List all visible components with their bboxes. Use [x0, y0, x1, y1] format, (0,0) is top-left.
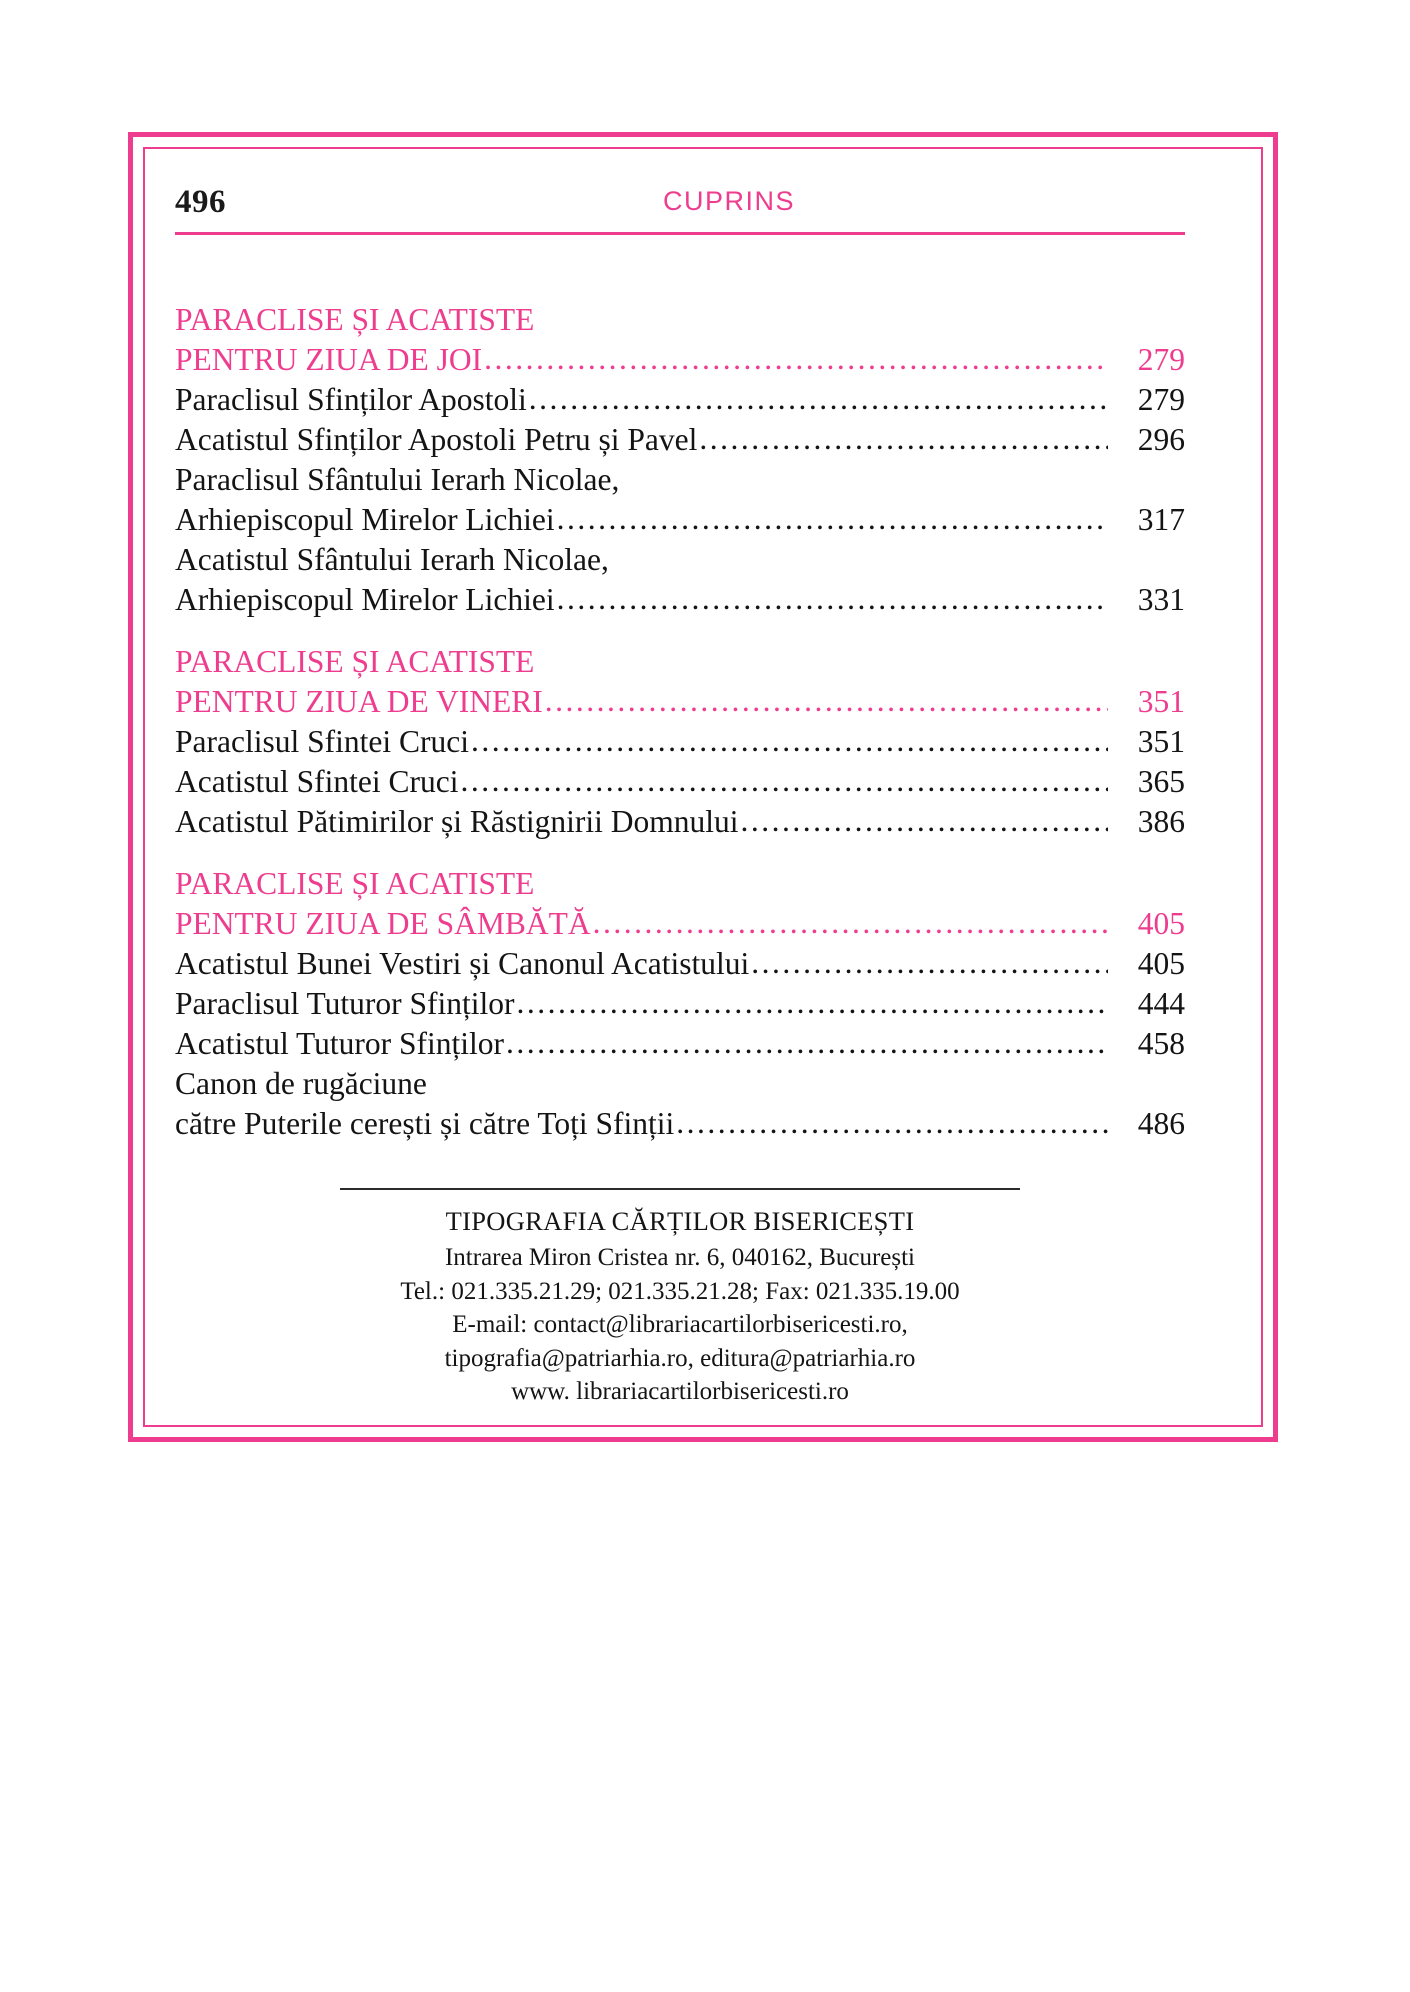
- folio-number: 496: [175, 184, 226, 220]
- toc-page-number: 458: [1137, 1026, 1185, 1061]
- colophon-line: E-mail: contact@librariacartilorbisericesti.ro,: [452, 1311, 908, 1338]
- toc-entry-title: Acatistul Sfintei Cruci: [175, 764, 459, 799]
- colophon-line: www. librariacartilorbisericesti.ro: [511, 1378, 849, 1405]
- toc-entry[interactable]: [175, 984, 1185, 1024]
- toc-page-number: 331: [1137, 582, 1185, 617]
- toc-entry[interactable]: [175, 802, 1185, 842]
- toc-page-number: 279: [1137, 342, 1185, 377]
- toc-leader-dots: [751, 943, 1108, 983]
- page-header: [175, 178, 1233, 230]
- toc-leader-dots: [517, 983, 1108, 1023]
- toc-page-number: 486: [1137, 1106, 1185, 1141]
- toc-entry-title: Acatistul Bunei Vestiri și Canonul Acatistului: [175, 946, 750, 981]
- toc-entry[interactable]: [175, 540, 1185, 580]
- toc-leader-dots: [545, 681, 1108, 721]
- toc-page-number: 296: [1137, 422, 1185, 457]
- toc-page-number: 317: [1137, 502, 1185, 537]
- toc-leader-dots: [699, 419, 1108, 459]
- page-content: [175, 178, 1233, 1405]
- toc-section-heading[interactable]: [175, 682, 1185, 722]
- toc-page-number: 405: [1137, 906, 1185, 941]
- toc-leader-dots: [471, 721, 1108, 761]
- toc-leader-dots: [740, 801, 1108, 841]
- toc-page-number: 365: [1137, 764, 1185, 799]
- toc-heading-text: PARACLISE ȘI ACATISTE: [175, 644, 535, 679]
- toc-page-number: 444: [1137, 986, 1185, 1021]
- toc-entry-title: Arhiepiscopul Mirelor Lichiei: [175, 582, 555, 617]
- toc-entry-title: Acatistul Sfântului Ierarh Nicolae,: [175, 542, 609, 577]
- toc-leader-dots: [593, 903, 1108, 943]
- toc-entry-title: Acatistul Sfinților Apostoli Petru și Pavel: [175, 422, 698, 457]
- toc-leader-dots: [529, 379, 1108, 419]
- colophon: [217, 1188, 1143, 1409]
- toc-entry[interactable]: [175, 1104, 1185, 1144]
- colophon-line: Intrarea Miron Cristea nr. 6, 040162, București: [444, 1244, 916, 1271]
- toc-heading-text: PENTRU ZIUA DE SÂMBĂTĂ: [175, 906, 591, 941]
- toc-section-heading[interactable]: [175, 864, 1185, 904]
- toc-entry-title: către Puterile cerești și către Toți Sfinții: [175, 1106, 675, 1141]
- table-of-contents: [175, 300, 1185, 1144]
- header-rule: [175, 232, 1185, 235]
- colophon-line: tipografia@patriarhia.ro, editura@patriarhia.ro: [444, 1344, 916, 1372]
- colophon-line: Tel.: 021.335.21.29; 021.335.21.28; Fax: 021.335.19.00: [400, 1277, 960, 1305]
- toc-leader-dots: [557, 579, 1108, 619]
- toc-entry[interactable]: [175, 420, 1185, 460]
- toc-entry[interactable]: [175, 460, 1185, 500]
- toc-entry[interactable]: [175, 1064, 1185, 1104]
- toc-entry[interactable]: [175, 1024, 1185, 1064]
- toc-heading-text: PENTRU ZIUA DE JOI: [175, 342, 483, 377]
- toc-group: [175, 642, 1185, 842]
- toc-leader-dots: [676, 1103, 1108, 1143]
- toc-leader-dots: [460, 761, 1108, 801]
- toc-leader-dots: [557, 499, 1108, 539]
- toc-page-number: 351: [1137, 684, 1185, 719]
- toc-leader-dots: [484, 339, 1108, 379]
- toc-heading-text: PARACLISE ȘI ACATISTE: [175, 302, 535, 337]
- colophon-rule: [340, 1188, 1020, 1190]
- toc-section-heading[interactable]: [175, 340, 1185, 380]
- toc-entry-title: Acatistul Pătimirilor și Răstignirii Domnului: [175, 804, 739, 839]
- toc-entry-title: Paraclisul Sfinților Apostoli: [175, 382, 527, 417]
- toc-page-number: 386: [1137, 804, 1185, 839]
- toc-entry-title: Paraclisul Sfintei Cruci: [175, 724, 469, 759]
- toc-entry-title: Paraclisul Tuturor Sfinților: [175, 986, 515, 1021]
- toc-entry[interactable]: [175, 500, 1185, 540]
- toc-entry-title: Arhiepiscopul Mirelor Lichiei: [175, 502, 555, 537]
- toc-group: [175, 864, 1185, 1144]
- toc-leader-dots: [506, 1023, 1108, 1063]
- toc-section-heading[interactable]: [175, 904, 1185, 944]
- toc-section-heading[interactable]: [175, 300, 1185, 340]
- toc-entry[interactable]: [175, 944, 1185, 984]
- toc-entry-title: Canon de rugăciune: [175, 1066, 427, 1101]
- publisher-details: [217, 1241, 1143, 1409]
- toc-entry-title: Paraclisul Sfântului Ierarh Nicolae,: [175, 462, 620, 497]
- toc-entry[interactable]: [175, 762, 1185, 802]
- toc-page-number: 351: [1137, 724, 1185, 759]
- toc-group: [175, 300, 1185, 620]
- toc-heading-text: PENTRU ZIUA DE VINERI: [175, 684, 543, 719]
- publisher-name: TIPOGRAFIA CĂRȚILOR BISERICEȘTI: [445, 1206, 915, 1236]
- toc-entry[interactable]: [175, 380, 1185, 420]
- toc-entry[interactable]: [175, 580, 1185, 620]
- toc-heading-text: PARACLISE ȘI ACATISTE: [175, 866, 535, 901]
- toc-page-number: 405: [1137, 946, 1185, 981]
- toc-entry-title: Acatistul Tuturor Sfinților: [175, 1026, 505, 1061]
- toc-section-heading[interactable]: [175, 642, 1185, 682]
- toc-page-number: 279: [1137, 382, 1185, 417]
- running-head-title: CUPRINS: [662, 186, 795, 216]
- toc-entry[interactable]: [175, 722, 1185, 762]
